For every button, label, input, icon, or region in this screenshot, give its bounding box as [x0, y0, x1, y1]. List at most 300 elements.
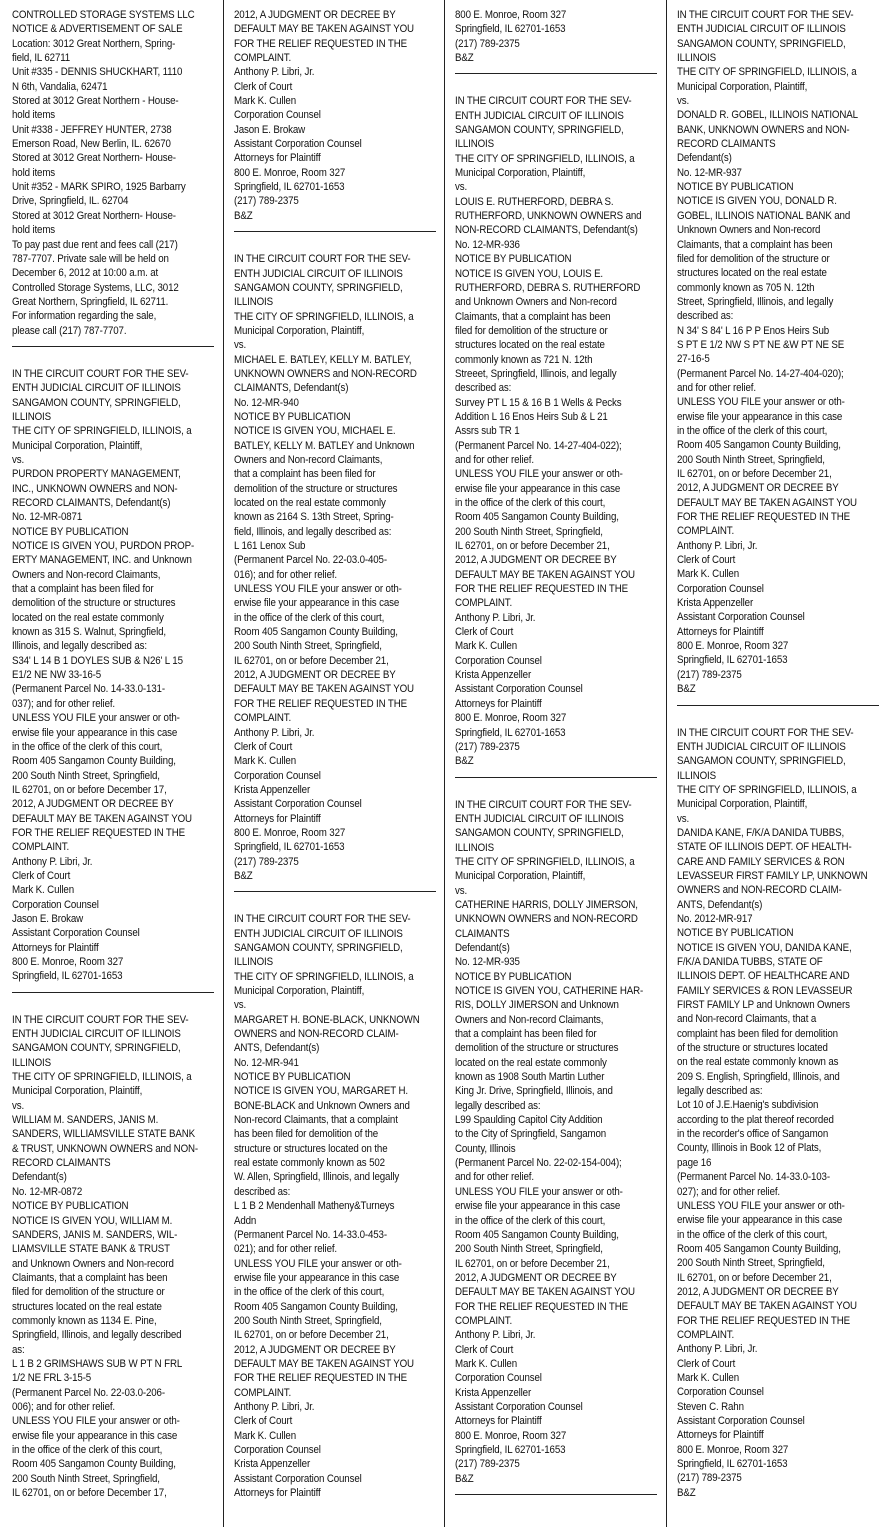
notice-line: in the office of the clerk of this court,	[677, 1228, 828, 1241]
notice-line: THE CITY OF SPRINGFIELD, ILLINOIS, a	[677, 66, 857, 79]
notice-line: 200 South Ninth Street, Springfield,	[455, 1243, 603, 1256]
notice-line: 027); and for other relief.	[677, 1185, 781, 1198]
notice-line: 800 E. Monroe, Room 327	[677, 1443, 789, 1456]
notice-line: BONE-BLACK and Unknown Owners and	[234, 1099, 410, 1112]
notice-line: L 1 B 2 Mendenhall Matheny&Turneys	[234, 1200, 395, 1213]
notice-line: 1/2 NE FRL 3-15-5	[12, 1372, 92, 1385]
notice-line: Stored at 3012 Great Northern - House-	[12, 95, 179, 108]
notice-line: Assrs sub TR 1	[455, 425, 520, 438]
notice-line: NOTICE BY PUBLICATION	[234, 410, 351, 423]
notice-line: UNLESS YOU FILE your answer or oth-	[234, 1257, 402, 1270]
notice-line: and for other relief.	[455, 1171, 534, 1184]
notice-line: IL 62701, on or before December 21,	[455, 1257, 610, 1270]
notice-line: Stored at 3012 Great Northern- House-	[12, 209, 176, 222]
notice-line: King Jr. Drive, Springfield, Illinois, and	[455, 1085, 613, 1098]
notice-line: ILLINOIS DEPT. OF HEALTHCARE AND	[677, 970, 850, 983]
notice-line: SANGAMON COUNTY, SPRINGFIELD,	[234, 941, 403, 954]
notice-line: described as:	[677, 310, 734, 323]
legal-notice	[677, 726, 878, 1501]
notice-line: Municipal Corporation, Plaintiff,	[12, 439, 143, 452]
notice-line: (Permanent Parcel No. 14-33.0-453-	[234, 1228, 387, 1241]
notice-line: Clerk of Court	[455, 626, 514, 639]
notice-line: W. Allen, Springfield, Illinois, and legally	[234, 1171, 400, 1184]
notice-line: Street, Springfield, Illinois, and legally	[677, 295, 834, 308]
notice-line: (217) 789-2375	[455, 37, 520, 50]
notice-line: FIRST FAMILY LP and Unknown Owners	[677, 999, 850, 1012]
notice-line: complaint has been filed for demolition	[677, 1027, 838, 1040]
notice-line: To pay past due rent and fees call (217)	[12, 238, 178, 251]
notice-line: FOR THE RELIEF REQUESTED IN THE	[455, 583, 628, 596]
notice-line: 787-7707. Private sale will be held on	[12, 252, 169, 265]
notice-line: 800 E. Monroe, Room 327	[455, 9, 567, 21]
notice-line: real estate commonly known as 502	[234, 1157, 385, 1170]
column-divider	[666, 0, 667, 1527]
notice-line: OWNERS and NON-RECORD CLAIM-	[234, 1028, 399, 1041]
notice-line: page 16	[677, 1156, 712, 1169]
notice-line: 006); and for other relief.	[12, 1400, 116, 1413]
notice-line: CLAIMANTS, Defendant(s)	[234, 382, 349, 395]
notice-line: demolition of the structure or structures	[12, 597, 176, 610]
notice-line: IL 62701, on or before December 17,	[12, 783, 167, 796]
notice-line: Mark K. Cullen	[677, 1371, 739, 1384]
notice-line: located on the real estate commonly	[12, 611, 164, 624]
notice-line: 200 South Ninth Street, Springfield,	[455, 525, 603, 538]
notice-line: Assistant Corporation Counsel	[677, 611, 805, 624]
notice-line: filed for demolition of the structure or	[455, 324, 608, 337]
notice-line: structures located on the real estate	[677, 267, 827, 280]
notice-line: Clerk of Court	[234, 740, 293, 753]
notice-line: No. 12-MR-941	[234, 1056, 299, 1069]
notice-line: 200 South Ninth Street, Springfield,	[677, 453, 825, 466]
notice-line: No. 12-MR-0872	[12, 1185, 83, 1198]
notice-line: (217) 789-2375	[234, 855, 299, 868]
notice-line: Springfield, IL 62701-1653	[455, 1444, 566, 1456]
notice-line: IN THE CIRCUIT COURT FOR THE SEV-	[234, 913, 411, 926]
notice-line: Springfield, IL 62701-1653	[234, 841, 345, 854]
notice-line: erwise file your appearance in this case	[455, 1200, 621, 1213]
notice-line: NOTICE IS GIVEN YOU, MARGARET H.	[234, 1085, 408, 1098]
legal-notice	[677, 8, 878, 697]
notice-line: NOTICE IS GIVEN YOU, DONALD R.	[677, 195, 837, 208]
notice-line: Municipal Corporation, Plaintiff,	[455, 870, 586, 883]
notice-line: INC., UNKNOWN OWNERS and NON-	[12, 482, 178, 495]
notice-line: in the office of the clerk of this court,	[234, 611, 385, 624]
notice-line: hold items	[12, 166, 56, 179]
notice-line: located on the real estate commonly	[455, 1056, 607, 1069]
notice-line: Mark K. Cullen	[234, 1429, 296, 1442]
notice-line: ENTH JUDICIAL CIRCUIT OF ILLINOIS	[677, 23, 846, 36]
legal-notice	[12, 367, 213, 984]
notice-line: described as:	[455, 382, 512, 395]
notice-line: UNLESS YOU FILE your answer or oth-	[677, 396, 845, 409]
notice-line: COMPLAINT.	[234, 1386, 292, 1399]
notice-line: as:	[12, 1343, 25, 1356]
notice-line: Mark K. Cullen	[677, 568, 739, 581]
column-divider	[223, 0, 224, 1527]
notice-line: ILLINOIS	[234, 296, 273, 309]
notice-line: erwise file your appearance in this case	[455, 482, 621, 495]
notice-line: 800 E. Monroe, Room 327	[234, 166, 346, 179]
notice-line: FOR THE RELIEF REQUESTED IN THE	[677, 1314, 850, 1327]
notice-line: NOTICE BY PUBLICATION	[677, 181, 794, 194]
notice-line: IN THE CIRCUIT COURT FOR THE SEV-	[234, 253, 411, 266]
notice-line: structures located on the real estate	[12, 1300, 162, 1313]
notice-line: erwise file your appearance in this case	[677, 1214, 843, 1227]
notice-line: in the office of the clerk of this court,	[677, 424, 828, 437]
notice-line: commonly known as 1134 E. Pine,	[12, 1314, 157, 1327]
notice-line: RECORD CLAIMANTS	[677, 138, 776, 151]
notice-line: Anthony P. Libri, Jr.	[234, 1400, 315, 1413]
notice-line: Non-record Claimants, that a complaint	[234, 1114, 398, 1127]
notice-line: DEFAULT MAY BE TAKEN AGAINST YOU	[12, 812, 192, 825]
notice-line: CARE AND FAMILY SERVICES & RON	[677, 855, 845, 868]
notice-line: L 161 Lenox Sub	[234, 540, 306, 553]
notice-line: Attorneys for Plaintiff	[455, 697, 542, 710]
notice-line: S34' L 14 B 1 DOYLES SUB & N26' L 15	[12, 654, 183, 667]
notice-line: erwise file your appearance in this case	[12, 726, 178, 739]
notice-line: demolition of the structure or structures	[455, 1042, 619, 1055]
notice-line: SANGAMON COUNTY, SPRINGFIELD,	[677, 755, 846, 768]
notice-line: 209 S. English, Springfield, Illinois, and	[677, 1070, 840, 1083]
notice-line: Mark K. Cullen	[234, 95, 296, 108]
notice-line: & TRUST, UNKNOWN OWNERS and NON-	[12, 1142, 199, 1155]
notice-line: Corporation Counsel	[234, 109, 321, 122]
notice-line: Attorneys for Plaintiff	[677, 1429, 764, 1442]
notice-line: SANGAMON COUNTY, SPRINGFIELD,	[234, 281, 403, 294]
notice-line: THE CITY OF SPRINGFIELD, ILLINOIS, a	[455, 855, 635, 868]
notice-line: known as 2164 S. 13th Street, Spring-	[234, 511, 394, 524]
notice-line: December 6, 2012 at 10:00 a.m. at	[12, 267, 159, 280]
notice-line: NOTICE IS GIVEN YOU, DANIDA KANE,	[677, 941, 852, 954]
notice-separator	[455, 777, 657, 778]
notice-line: NOTICE BY PUBLICATION	[234, 1071, 351, 1084]
notice-line: Room 405 Sangamon County Building,	[234, 1300, 398, 1313]
notice-line: Claimants, that a complaint has been	[12, 1271, 168, 1284]
notice-line: No. 12-MR-935	[455, 956, 520, 969]
notice-line: (Permanent Parcel No. 22-02-154-004);	[455, 1157, 622, 1170]
notice-line: Springfield, IL 62701-1653	[455, 23, 566, 36]
notice-line: N 34' S 84' L 16 P P Enos Heirs Sub	[677, 324, 830, 337]
notice-line: RIS, DOLLY JIMERSON and Unknown	[455, 999, 619, 1012]
notice-line: (Permanent Parcel No. 14-27-404-022);	[455, 439, 622, 452]
notice-line: Springfield, Illinois, and legally described	[12, 1329, 182, 1342]
legal-notice	[234, 8, 435, 223]
notice-line: Krista Appenzeller	[677, 597, 754, 610]
notice-line: L 1 B 2 GRIMSHAWS SUB W PT N FRL	[12, 1357, 183, 1370]
notice-line: IL 62701, on or before December 21,	[234, 654, 389, 667]
notice-line: Unit #338 - JEFFREY HUNTER, 2738	[12, 123, 172, 136]
notice-line: L99 Spaulding Capitol City Addition	[455, 1114, 603, 1127]
notice-line: Unknown Owners and Non-record	[677, 224, 821, 237]
notice-line: 016); and for other relief.	[234, 568, 338, 581]
legal-notice	[455, 8, 656, 65]
notice-line: NOTICE BY PUBLICATION	[677, 927, 794, 940]
notice-line: County, Illinois	[455, 1142, 516, 1155]
notice-line: 2012, A JUDGMENT OR DECREE BY	[234, 1343, 396, 1356]
notice-line: 800 E. Monroe, Room 327	[234, 826, 346, 839]
notice-line: LOUIS E. RUTHERFORD, DEBRA S.	[455, 195, 614, 208]
notice-line: UNLESS YOU FILE your answer or oth-	[455, 1185, 623, 1198]
notice-line: NOTICE IS GIVEN YOU, WILLIAM M.	[12, 1214, 173, 1227]
column-1	[12, 8, 214, 1500]
notice-line: NOTICE BY PUBLICATION	[12, 1200, 129, 1213]
notice-line: COMPLAINT.	[12, 841, 70, 854]
notice-line: RECORD CLAIMANTS, Defendant(s)	[12, 497, 171, 509]
notice-line: Owners and Non-record Claimants,	[234, 453, 383, 466]
notice-line: Springfield, IL 62701-1653	[234, 181, 345, 194]
notice-line: LEVASSEUR FIRST FAMILY LP, UNKNOWN	[677, 869, 868, 882]
notice-line: structure or structures located on the	[234, 1142, 388, 1155]
notice-line: Steven C. Rahn	[677, 1400, 744, 1413]
notice-line: B&Z	[455, 1472, 474, 1485]
notice-line: and for other relief.	[455, 453, 534, 466]
notice-line: IL 62701, on or before December 21,	[677, 468, 832, 480]
notice-line: Municipal Corporation, Plaintiff,	[677, 80, 808, 93]
notice-line: to the City of Springfield, Sangamon	[455, 1128, 607, 1141]
notice-line: Room 405 Sangamon County Building,	[677, 1242, 841, 1255]
notice-line: (217) 789-2375	[677, 668, 742, 681]
notice-line: 200 South Ninth Street, Springfield,	[234, 640, 382, 653]
notice-line: NON-RECORD CLAIMANTS, Defendant(s)	[455, 224, 638, 237]
notice-line: filed for demolition of the structure or	[677, 252, 830, 265]
notice-line: Room 405 Sangamon County Building,	[234, 626, 398, 639]
notice-line: COMPLAINT.	[234, 52, 292, 65]
legal-notice	[12, 1013, 213, 1501]
notice-line: 27-16-5	[677, 353, 710, 366]
legal-notice	[234, 912, 435, 1500]
notice-line: Anthony P. Libri, Jr.	[234, 726, 315, 739]
notice-line: Clerk of Court	[455, 1343, 514, 1356]
notice-line: For information regarding the sale,	[12, 310, 157, 323]
notice-line: described as:	[234, 1185, 291, 1198]
notice-line: ANTS, Defendant(s)	[234, 1042, 320, 1055]
notice-line: in the office of the clerk of this court,	[234, 1286, 385, 1299]
notice-line: Corporation Counsel	[234, 769, 321, 782]
notice-line: MARGARET H. BONE-BLACK, UNKNOWN	[234, 1013, 420, 1026]
notice-line: SANGAMON COUNTY, SPRINGFIELD,	[455, 124, 624, 137]
notice-line: LIAMSVILLE STATE BANK & TRUST	[12, 1243, 170, 1256]
notice-line: according to the plat thereof recorded	[677, 1113, 834, 1126]
notice-line: 2012, A JUDGMENT OR DECREE BY	[234, 669, 396, 682]
notice-line: UNLESS YOU FILE your answer or oth-	[12, 1415, 180, 1428]
notice-line: UNKNOWN OWNERS and NON-RECORD	[234, 367, 417, 380]
notice-line: COMPLAINT.	[455, 1314, 513, 1327]
notice-separator	[455, 1494, 657, 1495]
notice-line: vs.	[455, 181, 468, 194]
notice-line: ENTH JUDICIAL CIRCUIT OF ILLINOIS	[455, 109, 624, 122]
notice-line: FOR THE RELIEF REQUESTED IN THE	[234, 1372, 407, 1385]
notice-line: Drive, Springfield, IL. 62704	[12, 195, 129, 208]
notice-line: NOTICE BY PUBLICATION	[12, 525, 129, 538]
notice-line: THE CITY OF SPRINGFIELD, ILLINOIS, a	[234, 970, 414, 983]
notice-line: Jason E. Brokaw	[234, 123, 306, 136]
notice-line: 800 E. Monroe, Room 327	[677, 640, 789, 653]
notice-line: ILLINOIS	[677, 52, 716, 65]
notice-line: Room 405 Sangamon County Building,	[12, 755, 176, 768]
notice-line: BATLEY, KELLY M. BATLEY and Unknown	[234, 439, 415, 452]
column-2	[234, 8, 436, 1500]
notice-line: Municipal Corporation, Plaintiff,	[455, 167, 586, 180]
notice-line: RUTHERFORD, UNKNOWN OWNERS and	[455, 210, 642, 223]
notice-line: and for other relief.	[677, 381, 756, 394]
notice-line: Defendant(s)	[677, 152, 732, 165]
notice-line: vs.	[234, 999, 247, 1012]
notice-line: Emerson Road, New Berlin, IL. 62670	[12, 138, 171, 151]
notice-line: filed for demolition of the structure or	[12, 1286, 165, 1299]
notice-line: IN THE CIRCUIT COURT FOR THE SEV-	[12, 1013, 189, 1026]
notice-line: NOTICE IS GIVEN YOU, LOUIS E.	[455, 267, 604, 280]
notice-line: E1/2 NE NW 33-16-5	[12, 669, 102, 682]
notice-line: THE CITY OF SPRINGFIELD, ILLINOIS, a	[677, 783, 857, 796]
notice-line: (Permanent Parcel No. 14-33.0-131-	[12, 683, 165, 696]
notice-line: demolition of the structure or structures	[234, 482, 398, 495]
notice-line: DEFAULT MAY BE TAKEN AGAINST YOU	[234, 1357, 414, 1370]
notice-line: ERTY MANAGEMENT, INC. and Unknown	[12, 554, 192, 567]
notice-line: CONTROLLED STORAGE SYSTEMS LLC	[12, 9, 195, 21]
notice-line: IN THE CIRCUIT COURT FOR THE SEV-	[455, 798, 632, 811]
notice-line: Attorneys for Plaintiff	[234, 1487, 321, 1500]
notice-line: Room 405 Sangamon County Building,	[12, 1458, 176, 1471]
notice-line: FAMILY SERVICES & RON LEVASSEUR	[677, 984, 853, 997]
notice-line: Mark K. Cullen	[455, 1357, 517, 1370]
notice-line: vs.	[677, 95, 690, 108]
notice-line: Municipal Corporation, Plaintiff,	[234, 985, 365, 997]
notice-line: Defendant(s)	[455, 941, 510, 954]
notice-line: NOTICE & ADVERTISEMENT OF SALE	[12, 23, 183, 36]
notice-line: Anthony P. Libri, Jr.	[234, 66, 315, 79]
notice-line: THE CITY OF SPRINGFIELD, ILLINOIS, a	[12, 425, 192, 438]
notice-line: Clerk of Court	[234, 1415, 293, 1428]
notice-line: Clerk of Court	[677, 554, 736, 567]
notice-line: Claimants, that a complaint has been	[677, 238, 833, 251]
notice-line: Corporation Counsel	[677, 582, 764, 595]
notice-line: in the office of the clerk of this court,	[455, 497, 606, 509]
notice-line: IL 62701, on or before December 21,	[234, 1329, 389, 1342]
notice-line: Assistant Corporation Counsel	[455, 1400, 583, 1413]
notice-line: Assistant Corporation Counsel	[234, 138, 362, 151]
notice-line: and Non-record Claimants, that a	[677, 1013, 817, 1026]
notice-line: known as 1908 South Martin Luther	[455, 1071, 605, 1084]
notice-line: DONALD R. GOBEL, ILLINOIS NATIONAL	[677, 109, 858, 122]
notice-line: (Permanent Parcel No. 14-27-404-020);	[677, 367, 844, 380]
notice-line: (217) 789-2375	[455, 1458, 520, 1471]
notice-line: No. 2012-MR-917	[677, 912, 753, 925]
notice-line: (Permanent Parcel No. 22-03.0-405-	[234, 554, 387, 567]
notice-line: Anthony P. Libri, Jr.	[455, 1329, 536, 1342]
notice-line: (Permanent Parcel No. 22-03.0-206-	[12, 1386, 165, 1399]
notice-line: DEFAULT MAY BE TAKEN AGAINST YOU	[677, 1300, 857, 1313]
notice-line: Anthony P. Libri, Jr.	[12, 855, 93, 868]
notice-line: B&Z	[234, 869, 253, 882]
notice-line: vs.	[234, 339, 247, 352]
notice-line: that a complaint has been filed for	[234, 468, 376, 481]
notice-line: FOR THE RELIEF REQUESTED IN THE	[12, 826, 185, 839]
notice-line: DEFAULT MAY BE TAKEN AGAINST YOU	[455, 568, 635, 581]
notice-line: Assistant Corporation Counsel	[677, 1415, 805, 1427]
legal-notice	[455, 798, 656, 1487]
notice-line: UNLESS YOU FILE your answer or oth-	[455, 468, 623, 481]
notice-line: (Permanent Parcel No. 14-33.0-103-	[677, 1171, 830, 1184]
notice-line: DEFAULT MAY BE TAKEN AGAINST YOU	[677, 496, 857, 509]
notice-line: Jason E. Brokaw	[12, 912, 84, 925]
notice-line: Krista Appenzeller	[234, 783, 311, 796]
notice-line: Corporation Counsel	[234, 1444, 321, 1456]
notice-line: 2012, A JUDGMENT OR DECREE BY	[677, 1285, 839, 1298]
notice-line: Room 405 Sangamon County Building,	[455, 511, 619, 524]
notice-line: Springfield, IL 62701-1653	[12, 970, 123, 983]
notice-line: Springfield, IL 62701-1653	[677, 1458, 788, 1471]
notice-line: Great Northern, Springfield, IL 62711.	[12, 295, 169, 308]
notice-line: Addition L 16 Enos Heirs Sub & L 21	[455, 410, 608, 423]
notice-line: County, Illinois in Book 12 of Plats,	[677, 1142, 822, 1155]
notice-line: UNLESS YOU FILE your answer or oth-	[12, 712, 180, 725]
notice-line: SANGAMON COUNTY, SPRINGFIELD,	[455, 827, 624, 840]
notice-line: Mark K. Cullen	[234, 755, 296, 768]
column-4	[677, 8, 879, 1500]
notice-line: vs.	[12, 1099, 25, 1112]
notice-line: IN THE CIRCUIT COURT FOR THE SEV-	[455, 95, 632, 108]
notice-line: No. 12-MR-940	[234, 396, 299, 409]
notice-line: B&Z	[677, 1486, 696, 1499]
notice-line: DANIDA KANE, F/K/A DANIDA TUBBS,	[677, 826, 845, 839]
notice-line: SANGAMON COUNTY, SPRINGFIELD,	[677, 37, 846, 50]
notice-line: erwise file your appearance in this case	[234, 1271, 400, 1284]
notice-line: CATHERINE HARRIS, DOLLY JIMERSON,	[455, 898, 638, 911]
notice-line: IL 62701, on or before December 17,	[12, 1487, 167, 1500]
notice-line: that a complaint has been filed for	[12, 583, 154, 596]
notice-separator	[12, 346, 214, 347]
notice-line: Clerk of Court	[234, 80, 293, 93]
notice-line: legally described as:	[677, 1085, 763, 1098]
notice-line: B&Z	[455, 52, 474, 65]
notice-line: Room 405 Sangamon County Building,	[455, 1228, 619, 1241]
notice-line: Assistant Corporation Counsel	[234, 1472, 362, 1485]
notice-line: 800 E. Monroe, Room 327	[12, 956, 124, 968]
notice-line: Lot 10 of J.E.Haenig's subdivision	[677, 1099, 819, 1112]
notice-line: vs.	[12, 453, 25, 466]
notice-line: SANGAMON COUNTY, SPRINGFIELD,	[12, 396, 181, 409]
notice-line: Springfield, IL 62701-1653	[455, 726, 566, 739]
notice-line: vs.	[677, 812, 690, 825]
notice-line: (217) 789-2375	[455, 740, 520, 753]
notice-line: 200 South Ninth Street, Springfield,	[12, 1472, 160, 1485]
notice-line: Attorneys for Plaintiff	[455, 1415, 542, 1428]
notice-line: Mark K. Cullen	[12, 884, 74, 897]
notice-line: Assistant Corporation Counsel	[455, 683, 583, 696]
notice-separator	[677, 705, 879, 706]
notice-line: (217) 789-2375	[677, 1472, 742, 1485]
notice-line: 200 South Ninth Street, Springfield,	[12, 769, 160, 782]
notice-line: in the office of the clerk of this court,	[12, 1444, 163, 1456]
notice-line: and Unknown Owners and Non-record	[455, 296, 617, 309]
notice-line: ILLINOIS	[234, 956, 273, 969]
notice-line: COMPLAINT.	[234, 712, 292, 725]
column-3	[455, 8, 657, 1515]
notice-line: Addn	[234, 1214, 257, 1227]
notice-line: Unit #352 - MARK SPIRO, 1925 Barbarry	[12, 181, 186, 194]
notice-line: (217) 789-2375	[234, 195, 299, 208]
notice-line: erwise file your appearance in this case	[12, 1429, 178, 1442]
notice-line: Corporation Counsel	[12, 898, 99, 911]
notice-line: ENTH JUDICIAL CIRCUIT OF ILLINOIS	[234, 267, 403, 280]
notice-line: N 6th, Vandalia, 62471	[12, 80, 108, 93]
notice-line: F/K/A DANIDA TUBBS, STATE OF	[677, 956, 823, 968]
notice-line: IL 62701, on or before December 21,	[455, 540, 610, 553]
notice-separator	[234, 231, 436, 232]
notice-line: field, Illinois, and legally described as:	[234, 525, 392, 538]
notice-line: Location: 3012 Great Northern, Spring-	[12, 37, 176, 50]
notice-line: Controlled Storage Systems, LLC, 3012	[12, 281, 179, 294]
